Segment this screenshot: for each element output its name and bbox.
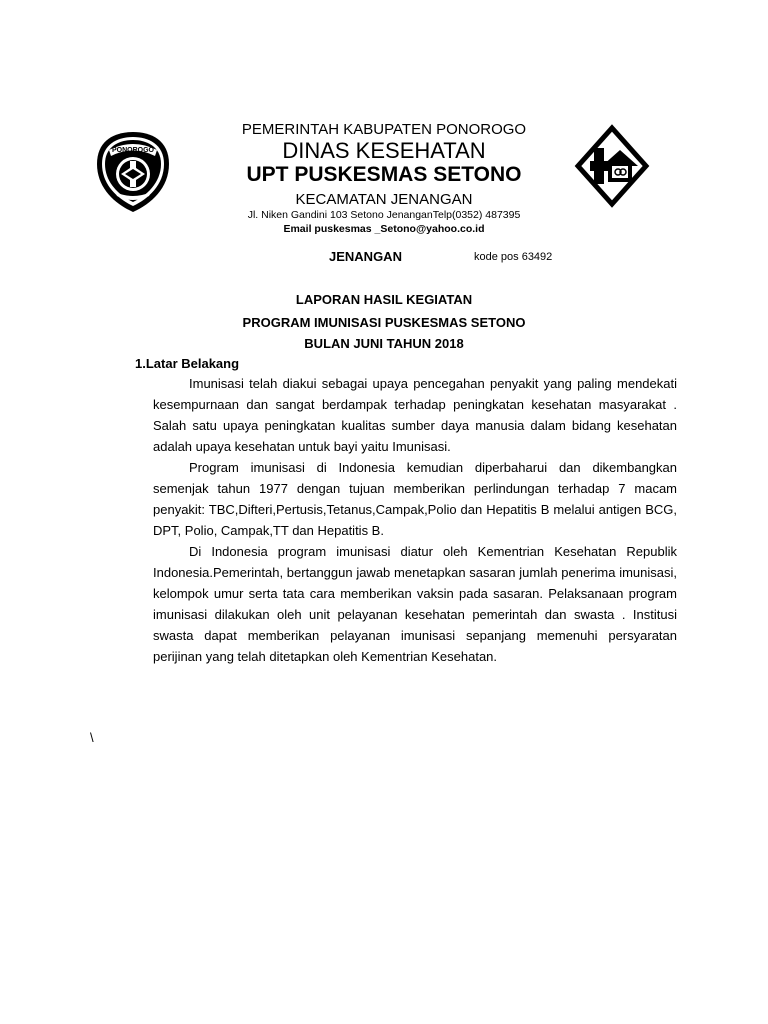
- email-line: Email puskesmas _Setono@yahoo.co.id: [283, 223, 485, 235]
- paragraph-3: Di Indonesia program imunisasi diatur oleh Kementrian Kesehatan Republik Indonesia.Pemerintah, bertanggun jawab menetapkan sasaran jumlah penerima imunisasi, kelompok umur serta tata cara memberikan vaksin pada sasaran. Pelaksanaan program imunisasi dilakukan oleh unit pelayanan kesehatan pemerintah dan swasta . Institusi swasta dapat memberikan pelayanan imunisasi sepanjang memenuhi persyaratan perijinan yang telah ditetapkan oleh Kementrian Kesehatan.: [153, 544, 677, 664]
- seal-banner-text: PONOROGO: [111, 147, 155, 154]
- postal-code: kode pos 63492: [474, 251, 553, 263]
- stray-backslash: \: [90, 730, 94, 745]
- section-heading: 1.Latar Belakang: [135, 356, 240, 371]
- city-name: JENANGAN: [329, 249, 402, 264]
- address-line: Jl. Niken Gandini 103 Setono JenanganTelp(0352) 487395: [247, 209, 521, 221]
- paragraph-1: Imunisasi telah diakui sebagai upaya pencegahan penyakit yang paling mendekati kesempurnaan dan sangat berdampak terhadap peningkatan kesehatan masyarakat . Salah satu upaya peningkatan kualitas sumber daya manusia dalam bidang kesehatan adalah upaya kesehatan untuk bayi yaitu Imunisasi.: [153, 376, 677, 454]
- department-name: DINAS KESEHATAN: [282, 138, 486, 163]
- paragraph-2: Program imunisasi di Indonesia kemudian diperbaharui dan dikembangkan semenjak tahun 1977 dengan tujuan memberikan perlindungan terhadap 7 macam penyakit: TBC,Difteri,Pertusis,Tetanus,Campak,Polio dan Hepatitis B melalui antigen BCG, DPT, Polio, Campak,TT dan Hepatitis B.: [153, 460, 677, 538]
- district-name: KECAMATAN JENANGAN: [295, 191, 473, 208]
- puskesmas-name: UPT PUSKESMAS SETONO: [246, 163, 522, 186]
- report-title: LAPORAN HASIL KEGIATAN: [295, 292, 473, 307]
- government-name: PEMERINTAH KABUPATEN PONOROGO: [241, 121, 527, 138]
- program-title: PROGRAM IMUNISASI PUSKESMAS SETONO: [242, 315, 526, 330]
- period-title: BULAN JUNI TAHUN 2018: [304, 336, 464, 351]
